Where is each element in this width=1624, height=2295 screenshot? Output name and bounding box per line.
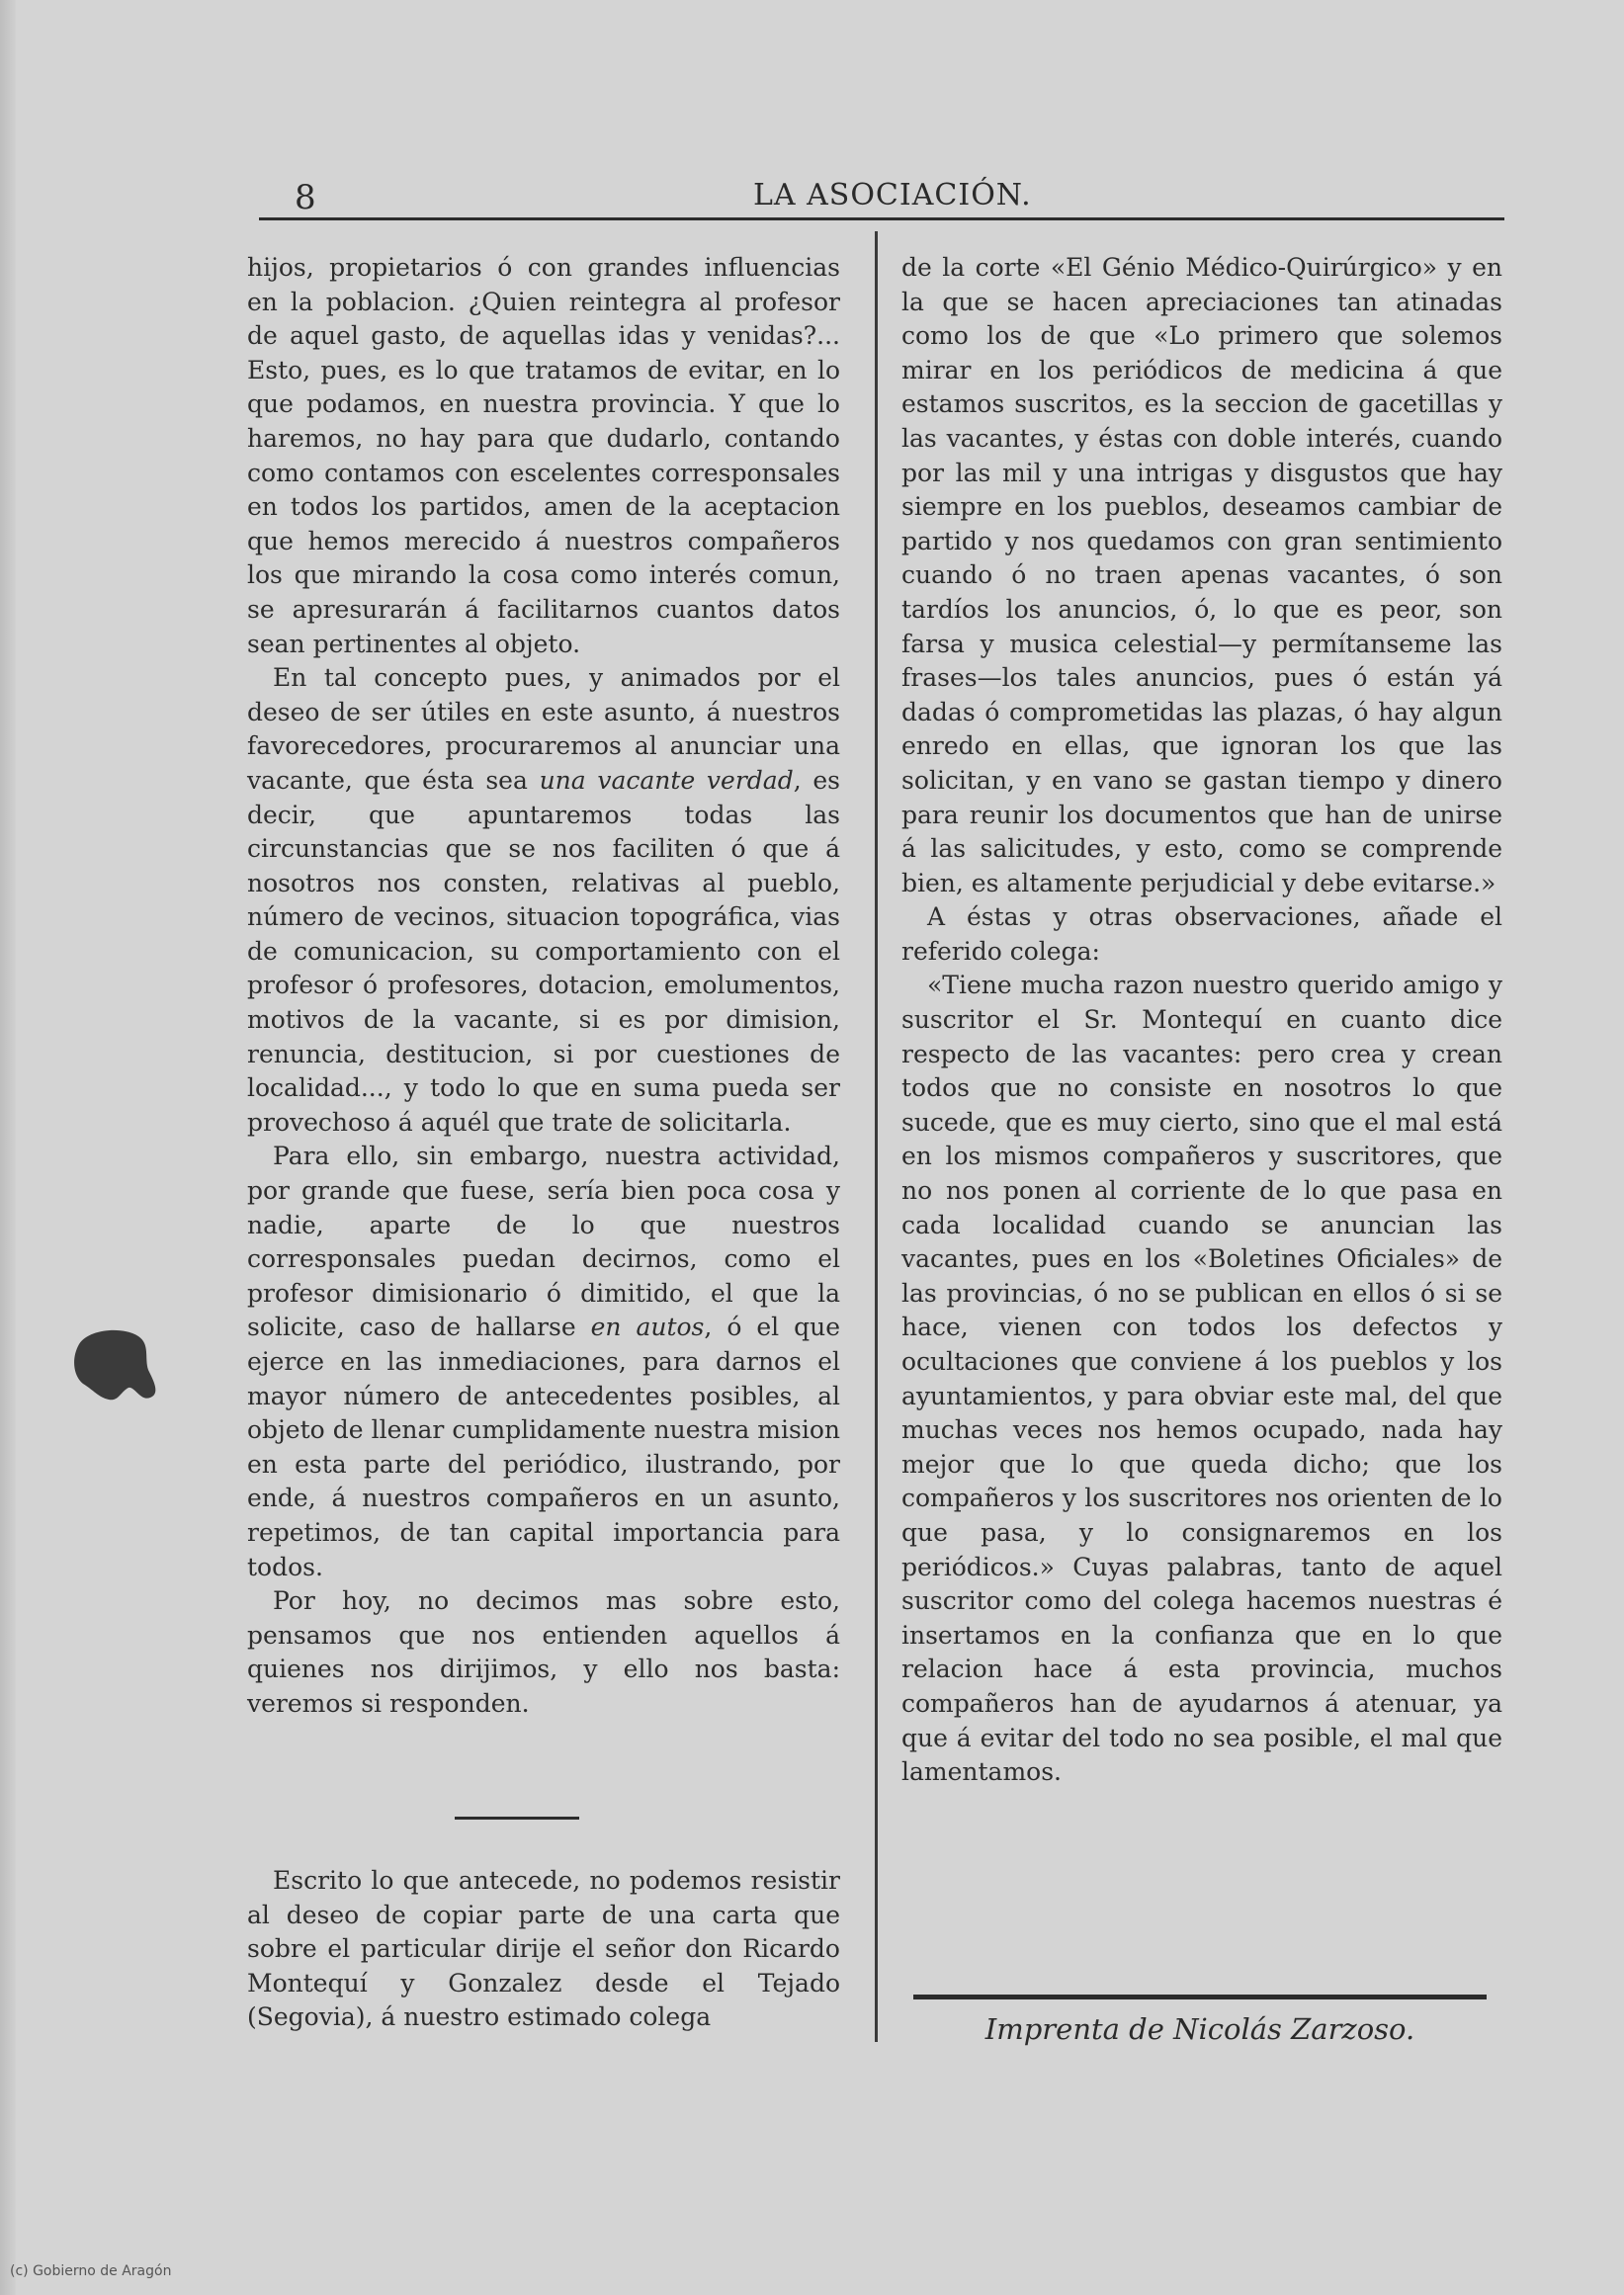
column-divider bbox=[875, 231, 878, 2042]
paragraph-1: hijos, propietarios ó con grandes influencias en la poblacion. ¿Quien reintegra al profesor de aquel gasto, de aquellas idas y venidas?... Esto, pues, es lo que tratamos de evitar, en lo que podamos, en nuestra provincia. Y que lo haremos, no hay para que dudarlo, contando como contamos con escelentes corresponsales en todos los partidos, amen de la aceptacion que hemos merecido á nuestros compañeros los que mirando la cosa como interés comun, se apresurarán á facilitarnos cuantos datos sean pertinentes al objeto. bbox=[247, 253, 840, 658]
right-paragraph-1: de la corte «El Génio Médico-Quirúrgico» y en la que se hacen apreciaciones tan atinadas como los de que «Lo primero que solemos mirar en los periódicos de medicina á que estamos suscritos, es la seccion de gacetillas y las vacantes, y éstas con doble interés, cuando por las mil y una intrigas y disgustos que hay siempre en los pueblos, deseamos cambiar de partido y nos quedamos con gran sentimiento cuando ó no traen apenas vacantes, ó son tardíos los anuncios, ó, lo que es peor, son farsa y musica celestial—y permítanseme las frases—los tales anuncios, pues ó están yá dadas ó comprometidas las plazas, ó hay algun enredo en ellas, que ignoran los que las solicitan, y en vano se gastan tiempo y dinero para reunir los documentos que han de unirse á las salicitudes, y esto, como se comprende bien, es altamente perjudicial y debe evitarse.» bbox=[901, 253, 1502, 897]
paragraph-2-end: , es decir, que apuntaremos todas las circunstancias que se nos faciliten ó que á nosotros nos consten, relativas al pueblo, número de vecinos, situacion topográfica, vias de comunicacion, su comportamiento con el profesor ó profesores, dotacion, emolumentos, motivos de la vacante, si es por dimision, renuncia, destitucion, si por cuestiones de localidad..., y todo lo que en suma pueda ser provechoso á aquél que trate de solicitarla. bbox=[247, 765, 840, 1137]
section-separator bbox=[455, 1817, 579, 1820]
paragraph-3-end: , ó el que ejerce en las inmediaciones, para darnos el mayor número de antecedentes posibles, al objeto de llenar cumplidamente nuestra mision en esta parte del periódico, ilustrando, por ende, á nuestros compañeros en un asunto, repetimos, de tan capital importancia para todos. bbox=[247, 1313, 840, 1581]
imprint-rule bbox=[913, 1995, 1487, 1999]
right-column bbox=[901, 251, 1502, 1790]
page-number: 8 bbox=[295, 178, 316, 217]
paragraph-4: Por hoy, no decimos mas sobre esto, pensamos que nos entienden aquellos á quienes nos dirijimos, y ello nos basta: veremos si responden. bbox=[247, 1586, 840, 1718]
ink-stain bbox=[69, 1324, 160, 1403]
page-edge bbox=[0, 0, 16, 2295]
header-rule bbox=[259, 217, 1504, 220]
paragraph-3 bbox=[247, 1140, 840, 1584]
left-column-second-article bbox=[247, 1864, 840, 2035]
emphasis-vacante-verdad: una vacante verdad bbox=[539, 765, 794, 795]
paragraph-2-start: En tal concepto pues, y animados por el deseo de ser útiles en este asunto, á nuestros favorecedores, procuraremos al anunciar una vacante, que ésta sea bbox=[247, 663, 840, 795]
copyright-notice: (c) Gobierno de Aragón bbox=[10, 2263, 172, 2279]
imprint: Imprenta de Nicolás Zarzoso. bbox=[984, 2012, 1415, 2046]
right-paragraph-2: A éstas y otras observaciones, añade el referido colega: bbox=[901, 902, 1502, 966]
paragraph-3-start: Para ello, sin embargo, nuestra actividad, por grande que fuese, sería bien poca cosa y nadie, aparte de lo que nuestros corresponsales puedan decirnos, como el profesor dimisionario ó dimitido, el que la solicite, caso de hallarse bbox=[247, 1142, 840, 1342]
page-header bbox=[259, 170, 1504, 223]
paragraph-5: Escrito lo que antecede, no podemos resistir al deseo de copiar parte de una carta que sobre el particular dirije el señor don Ricardo Montequí y Gonzalez desde el Tejado (Segovia), á nuestro estimado colega bbox=[247, 1866, 840, 2032]
paragraph-2 bbox=[247, 661, 840, 1140]
emphasis-en-autos: en autos bbox=[590, 1313, 705, 1342]
right-paragraph-3: «Tiene mucha razon nuestro querido amigo y suscritor el Sr. Montequí en cuanto dice respecto de las vacantes: pero crea y crean todos que no consiste en nosotros lo que sucede, que es muy cierto, sino que el mal está en los mismos compañeros y suscritores, que no nos ponen al corriente de lo que pasa en cada localidad cuando se anuncian las vacantes, pues en los «Boletines Oficiales» de las provincias, ó no se publican en ellos ó si se hace, vienen con todos los defectos y ocultaciones que conviene á los pueblos y los ayuntamientos, y para obviar este mal, del que muchas veces nos hemos ocupado, nada hay mejor que lo que queda dicho; que los compañeros y los suscritores nos orienten de lo que pasa, y lo consignaremos en los periódicos.» Cuyas palabras, tanto de aquel suscritor como del colega hacemos nuestras é insertamos en la confianza que en lo que relacion hace á esta provincia, muchos compañeros han de ayudarnos á atenuar, ya que á evitar del todo no sea posible, el mal que lamentamos. bbox=[901, 971, 1502, 1787]
running-title: LA ASOCIACIÓN. bbox=[753, 178, 1032, 212]
left-column bbox=[247, 251, 840, 1722]
